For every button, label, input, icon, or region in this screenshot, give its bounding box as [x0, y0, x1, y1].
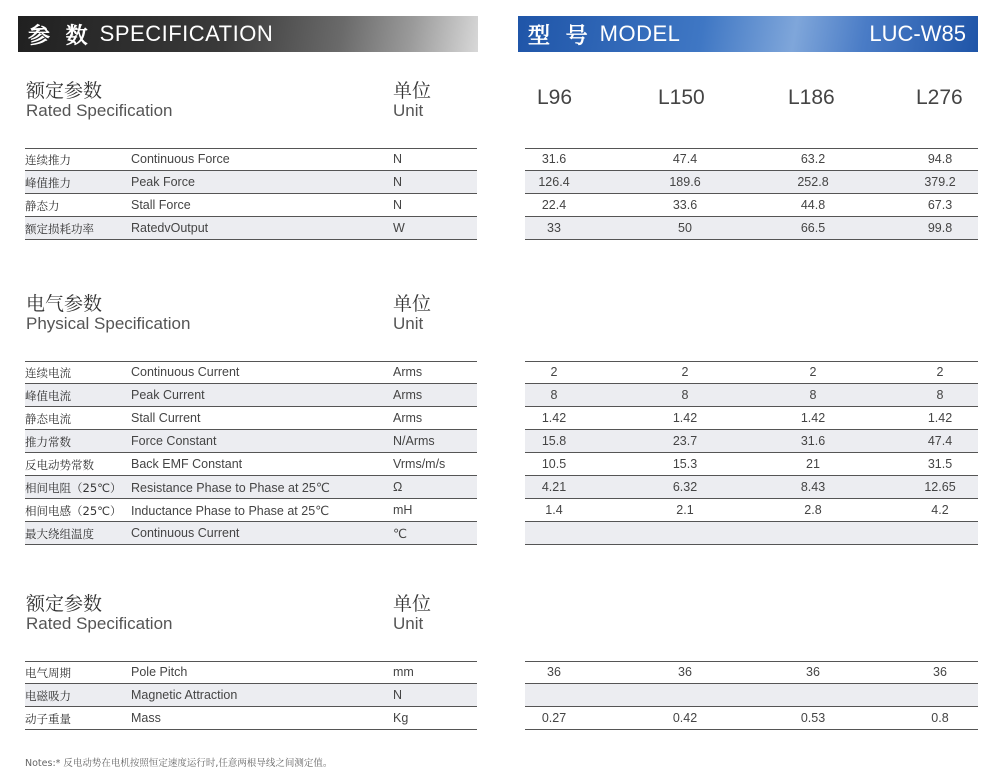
param-value: 15.3 [672, 457, 698, 471]
model-name: L150 [658, 86, 705, 109]
table-row [25, 384, 978, 407]
unit-title-cn: 单位 [393, 593, 432, 615]
param-value: 31.6 [541, 152, 567, 166]
param-name-cn: 峰值推力 [25, 176, 71, 190]
spec-table-mechanical [25, 661, 978, 730]
table-row [25, 453, 978, 476]
param-value: 4.21 [541, 480, 567, 494]
table-row [25, 661, 978, 684]
param-unit: Kg [393, 711, 409, 725]
table-row [25, 707, 978, 730]
section-title-en: Physical Specification [26, 314, 191, 333]
param-unit: Arms [393, 365, 423, 379]
param-value: 8 [809, 388, 817, 402]
param-value: 36 [806, 665, 820, 679]
model-name: L276 [916, 86, 963, 109]
param-unit: Ω [393, 480, 403, 494]
param-name-cn: 静态力 [25, 199, 60, 213]
param-name-cn: 连续电流 [25, 366, 71, 380]
param-name-en: Peak Force [131, 175, 195, 189]
section-title-en: Rated Specification [26, 101, 173, 120]
section-title-cn: 电气参数 [26, 293, 103, 315]
param-value: 2 [550, 365, 558, 379]
param-unit: N/Arms [393, 434, 435, 448]
param-value: 252.8 [797, 175, 829, 189]
param-value: 23.7 [672, 434, 698, 448]
param-name-cn: 电磁吸力 [25, 689, 71, 703]
spec-table-rated [25, 148, 978, 240]
param-value: 8.43 [800, 480, 826, 494]
param-value: 33.6 [672, 198, 698, 212]
param-value: 1.4 [545, 503, 563, 517]
param-name-cn: 连续推力 [25, 153, 71, 167]
param-value: 94.8 [927, 152, 953, 166]
param-unit: N [393, 688, 403, 702]
param-value: 36 [678, 665, 692, 679]
param-value: 66.5 [800, 221, 826, 235]
table-row [25, 217, 978, 240]
table-row [25, 361, 978, 384]
table-row [25, 522, 978, 545]
param-name-cn: 推力常数 [25, 435, 71, 449]
param-name-en: Magnetic Attraction [131, 688, 238, 702]
param-value: 379.2 [924, 175, 956, 189]
param-value: 2.1 [676, 503, 694, 517]
param-value: 50 [678, 221, 692, 235]
table-row [25, 407, 978, 430]
spec-table-physical [25, 361, 978, 545]
unit-title-en: Unit [393, 101, 424, 120]
param-unit: Arms [393, 411, 423, 425]
table-row [25, 499, 978, 522]
param-value: 10.5 [541, 457, 567, 471]
param-name-cn: 额定损耗功率 [25, 222, 94, 236]
specification-title-en: SPECIFICATION [99, 21, 274, 46]
param-name-en: Stall Force [131, 198, 191, 212]
param-name-cn: 动子重量 [25, 712, 71, 726]
param-value: 67.3 [927, 198, 953, 212]
param-unit: mH [393, 503, 413, 517]
param-value: 0.53 [800, 711, 826, 725]
param-name-en: RatedvOutput [131, 221, 209, 235]
param-name-en: Peak Current [131, 388, 205, 402]
model-title-en: MODEL [599, 21, 681, 46]
param-name-cn: 反电动势常数 [25, 458, 94, 472]
param-name-en: Pole Pitch [131, 665, 188, 679]
param-value: 8 [550, 388, 558, 402]
specification-banner [18, 16, 478, 52]
param-value: 47.4 [927, 434, 953, 448]
model-title-cn: 型 号 [528, 23, 592, 49]
param-name-cn: 最大绕组温度 [25, 527, 94, 541]
param-value: 8 [681, 388, 689, 402]
param-value: 36 [547, 665, 561, 679]
model-name: L96 [537, 86, 573, 109]
param-value: 99.8 [927, 221, 953, 235]
param-value: 0.27 [541, 711, 567, 725]
param-value: 4.2 [931, 503, 949, 517]
param-name-cn: 峰值电流 [25, 389, 71, 403]
specification-title-cn: 参 数 [28, 23, 92, 49]
param-name-cn: 电气周期 [25, 666, 71, 680]
section-title-cn: 额定参数 [26, 80, 103, 102]
param-value: 189.6 [669, 175, 701, 189]
param-value: 8 [936, 388, 944, 402]
param-value: 126.4 [538, 175, 570, 189]
table-row [25, 194, 978, 217]
unit-title-en: Unit [393, 614, 424, 633]
param-unit: N [393, 198, 403, 212]
param-name-en: Stall Current [131, 411, 201, 425]
model-banner [518, 16, 978, 52]
unit-title-cn: 单位 [393, 293, 432, 315]
param-value: 12.65 [924, 480, 956, 494]
param-value: 31.5 [927, 457, 953, 471]
param-name-cn: 静态电流 [25, 412, 71, 426]
param-value: 63.2 [800, 152, 826, 166]
notes: Notes:* 反电动势在电机按照恒定速度运行时,任意两根导线之间测定值。 [25, 758, 333, 769]
param-name-en: Continuous Current [131, 365, 240, 379]
param-name-en: Force Constant [131, 434, 217, 448]
section-title-en: Rated Specification [26, 614, 173, 633]
section-title-cn: 额定参数 [26, 593, 103, 615]
param-name-en: Back EMF Constant [131, 457, 243, 471]
param-value: 21 [806, 457, 820, 471]
param-unit: W [393, 221, 405, 235]
param-value: 1.42 [800, 411, 826, 425]
param-value: 0.42 [672, 711, 698, 725]
unit-title-en: Unit [393, 314, 424, 333]
table-row [25, 476, 978, 499]
model-names [518, 86, 978, 110]
unit-title-cn: 单位 [393, 80, 432, 102]
param-value: 44.8 [800, 198, 826, 212]
param-value: 47.4 [672, 152, 698, 166]
param-name-en: Mass [131, 711, 161, 725]
param-name-en: Resistance Phase to Phase at 25℃ [131, 481, 330, 495]
param-value: 31.6 [800, 434, 826, 448]
model-code: LUC-W85 [869, 21, 966, 46]
param-value: 2 [681, 365, 689, 379]
param-unit: N [393, 175, 403, 189]
param-value: 2 [809, 365, 817, 379]
param-value: 22.4 [541, 198, 567, 212]
param-value: 15.8 [541, 434, 567, 448]
param-value: 6.32 [672, 480, 698, 494]
param-value: 0.8 [931, 711, 949, 725]
param-unit: N [393, 152, 403, 166]
param-value: 36 [933, 665, 947, 679]
param-name-en: Continuous Force [131, 152, 230, 166]
param-name-cn: 相间电感（25℃） [25, 504, 122, 518]
table-row [25, 430, 978, 453]
table-row [25, 148, 978, 171]
table-row [25, 684, 978, 707]
param-value: 1.42 [927, 411, 953, 425]
param-unit: ℃ [393, 527, 408, 541]
model-name: L186 [788, 86, 835, 109]
param-value: 1.42 [672, 411, 698, 425]
table-row [25, 171, 978, 194]
param-name-en: Continuous Current [131, 526, 240, 540]
param-name-cn: 相间电阻（25℃） [25, 481, 122, 495]
param-value: 2.8 [804, 503, 822, 517]
param-value: 33 [547, 221, 561, 235]
param-value: 1.42 [541, 411, 567, 425]
param-unit: Arms [393, 388, 423, 402]
param-name-en: Inductance Phase to Phase at 25℃ [131, 504, 330, 518]
param-value: 2 [936, 365, 944, 379]
param-unit: Vrms/m/s [393, 457, 446, 471]
param-unit: mm [393, 665, 414, 679]
